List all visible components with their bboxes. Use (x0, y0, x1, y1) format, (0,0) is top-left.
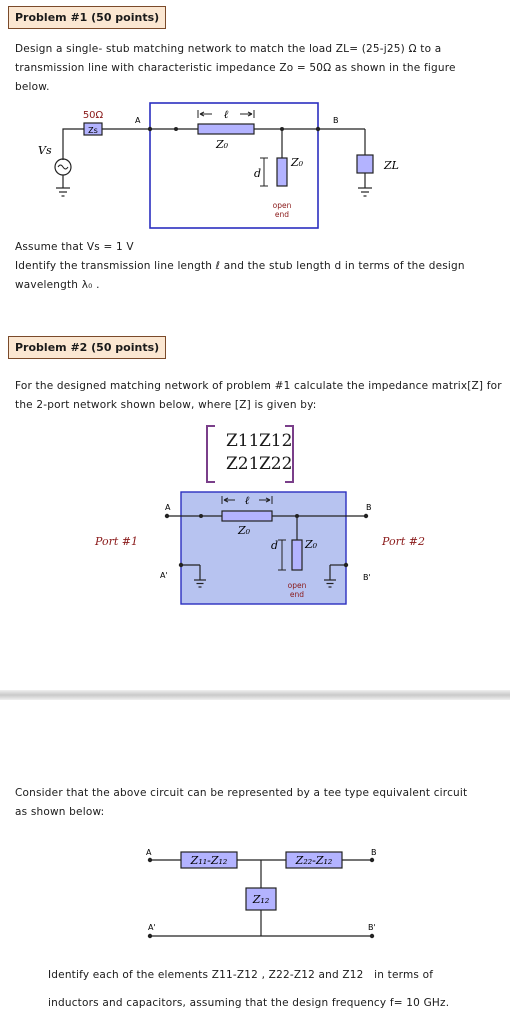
node-a-label: A (135, 116, 141, 125)
problem1-statement (15, 40, 505, 97)
problem3-line2: as shown below: (15, 806, 105, 818)
zs-label: Zs (88, 126, 98, 135)
z-left-label: Z₁₁-Z₁₂ (190, 854, 228, 867)
problem1-line3: below. (15, 81, 50, 93)
problem1-circuit (0, 100, 510, 235)
vs-label: Vs (38, 144, 52, 157)
problem3-ident1: Identify each of the elements Z11-Z12 , Z22-Z12 and Z12 in terms of (48, 969, 434, 981)
problem2-line2: the 2-port network shown below, where [Z] is given by: (15, 399, 317, 411)
matrix-z11: Z11 (226, 431, 260, 451)
problem2-circuit (0, 488, 510, 610)
tee-node-b: B (371, 848, 377, 857)
problem1-line2: transmission line with characteristic impedance Zo = 50Ω as shown in the figure (15, 62, 456, 74)
p2-node-a-prime: A' (160, 571, 168, 580)
stub-length-label: d (254, 167, 262, 180)
impedance-matrix (206, 425, 294, 481)
node-b-label: B (333, 116, 339, 125)
problem1-line1: Design a single- stub matching network to match the load ZL= (25-j25) Ω to a (15, 43, 442, 55)
port2-label: Port #2 (382, 535, 425, 548)
end-label: end (274, 210, 290, 219)
problem2-title-text: Problem #2 (50 points) (15, 341, 160, 354)
problem3-statement (15, 784, 505, 822)
tee-equivalent-circuit (0, 842, 510, 942)
p2-stub-d: d (271, 539, 279, 552)
problem3-ident2: inductors and capacitors, assuming that the design frequency f= 10 GHz. (48, 997, 450, 1009)
matrix-z22: Z22 (259, 454, 293, 474)
length-label: ℓ (223, 108, 229, 121)
section-divider (0, 690, 510, 700)
line-z0-label: Z₀ (215, 138, 229, 151)
problem1-tasks (15, 238, 505, 295)
port1-label: Port #1 (95, 535, 138, 548)
source-resistance-label: 50Ω (82, 110, 104, 121)
p2-line-box (222, 511, 272, 521)
p2-stub-box (292, 540, 302, 570)
matrix-z21: Z21 (226, 454, 260, 474)
p2-node-b: B (366, 503, 372, 512)
p2-stub-z0: Z₀ (305, 538, 318, 551)
identify-line2: wavelength λ₀ . (15, 279, 100, 291)
identify-line1: Identify the transmission line length ℓ and the stub length d in terms of the design (15, 260, 465, 272)
p2-line-z0: Z₀ (237, 524, 251, 537)
stub-z0-label: Z₀ (291, 156, 304, 169)
z-right-label: Z₂₂-Z₁₂ (295, 854, 333, 867)
stub-box (277, 158, 287, 186)
p2-length-label: ℓ (244, 494, 250, 507)
assume-line: Assume that Vs = 1 V (15, 241, 134, 253)
two-port-network-box (181, 492, 346, 604)
matrix-z12: Z12 (259, 431, 293, 451)
p2-end-label: end (289, 590, 305, 599)
tee-node-a: A (146, 848, 152, 857)
problem1-title-text: Problem #1 (50 points) (15, 11, 160, 24)
tee-node-b-prime: B' (368, 923, 376, 932)
p2-open-label: open (287, 581, 307, 590)
open-label: open (272, 201, 292, 210)
problem2-statement (15, 377, 510, 415)
problem3-line1: Consider that the above circuit can be represented by a tee type equivalent circuit (15, 787, 468, 799)
transmission-line-box (198, 124, 254, 134)
problem2-title (8, 336, 166, 359)
z-mid-label: Z₁₂ (252, 893, 270, 906)
problem2-line1: For the designed matching network of problem #1 calculate the impedance matrix[Z] for (15, 380, 502, 392)
p2-node-b-prime: B' (363, 573, 371, 582)
zl-label: ZL (384, 159, 399, 172)
problem3-task (48, 966, 508, 1013)
tee-node-a-prime: A' (148, 923, 156, 932)
load-impedance-box (357, 155, 373, 173)
problem1-title (8, 6, 166, 29)
p2-node-a: A (165, 503, 171, 512)
